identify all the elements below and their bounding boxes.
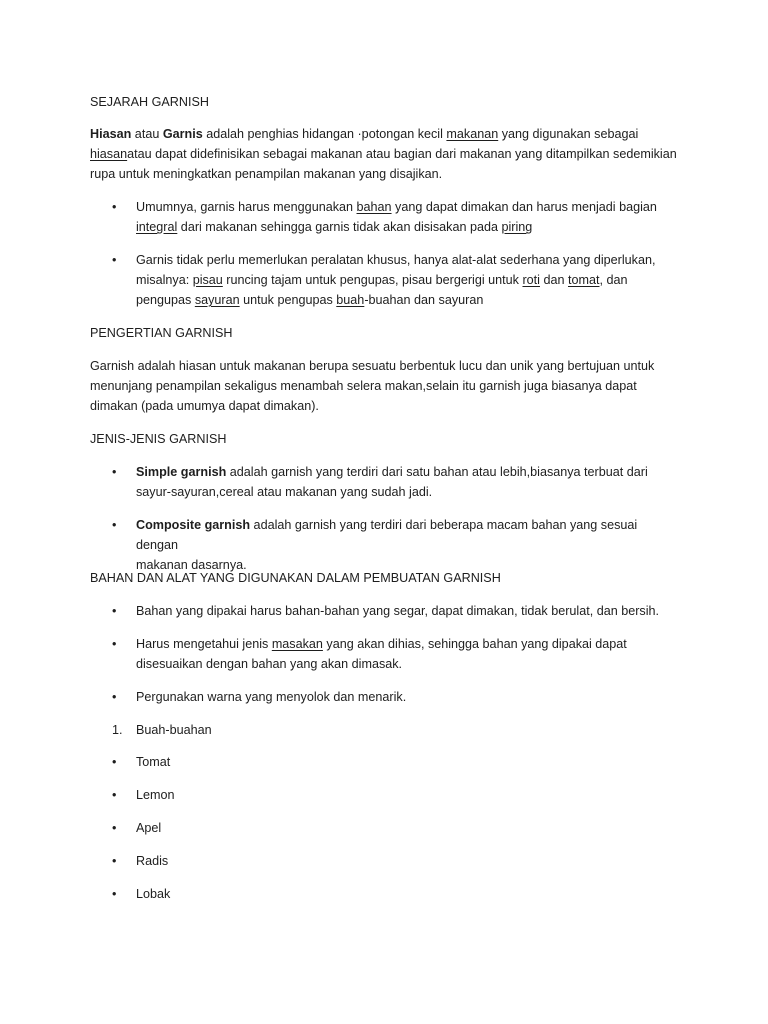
- list-item-bullet-umumnya: [112, 197, 682, 237]
- list-item-bullet-peralatan: [112, 250, 682, 310]
- bullet-marker: •: [112, 690, 117, 704]
- list-item-text: Umumnya, garnis harus menggunakan bahan yang dapat dimakan dan harus menjadi bagian integral dari makanan sehingga garnis tidak akan disisakan pada piring: [136, 200, 657, 234]
- list-item-text: Tomat: [136, 755, 171, 769]
- heading-bahan-dan-alat: BAHAN DAN ALAT YANG DIGUNAKAN DALAM PEMBUATAN GARNISH: [90, 571, 501, 585]
- heading-jenis-garnish: JENIS-JENIS GARNISH: [90, 432, 227, 446]
- list-item-text: Composite garnish adalah garnish yang terdiri dari beberapa macam bahan yang sesuai dengan makanan dasarnya.: [136, 518, 638, 572]
- link-buah[interactable]: buah: [336, 293, 365, 307]
- list-item-text: Lemon: [136, 788, 175, 802]
- list-item-text: Simple garnish adalah garnish yang terdiri dari satu bahan atau lebih,biasanya terbuat dari sayur-sayuran,cereal atau makanan yang sudah jadi.: [136, 465, 648, 499]
- list-item-text: Buah-buahan: [136, 723, 212, 737]
- link-integral[interactable]: integral: [136, 220, 178, 234]
- bullet-marker: •: [112, 200, 117, 214]
- list-item-simple-garnish: [112, 462, 682, 502]
- link-makanan[interactable]: makanan: [446, 127, 499, 141]
- term-simple-garnish: Simple garnish: [136, 465, 227, 479]
- list-item-text: Harus mengetahui jenis masakan yang akan dihias, sehingga bahan yang dipakai dapat disesuaikan dengan bahan yang akan dimasak.: [136, 637, 627, 671]
- paragraph-pengertian: Garnish adalah hiasan untuk makanan berupa sesuatu berbentuk lucu dan unik yang bertujuan untuk menunjang penampilan sekaligus menambah selera makan,selain itu garnish juga biasanya dapat dimakan (pada umumya dapat dimakan).: [90, 359, 655, 413]
- link-bahan[interactable]: bahan: [356, 200, 392, 214]
- list-item-fruit: [112, 818, 682, 838]
- heading-sejarah-garnish: SEJARAH GARNISH: [90, 95, 209, 109]
- numbered-item-buah-buahan: [112, 720, 682, 740]
- term-composite-garnish: Composite garnish: [136, 518, 251, 532]
- bullet-marker: •: [112, 518, 117, 532]
- list-item-fruit: [112, 752, 682, 772]
- list-item-text: Pergunakan warna yang menyolok dan menarik.: [136, 690, 407, 704]
- paragraph-sejarah-intro: Hiasan atau Garnis adalah penghias hidangan ·potongan kecil makanan yang digunakan sebagai hiasanatau dapat didefinisikan sebagai makanan atau bagian dari makanan yang ditampilkan sedemikian rupa untuk meningkatkan penampilan makanan yang disajikan.: [90, 127, 677, 181]
- list-item-text: Bahan yang dipakai harus bahan-bahan yang segar, dapat dimakan, tidak berulat, dan bersih.: [136, 604, 660, 618]
- bullet-marker: •: [112, 854, 117, 868]
- bullet-marker: •: [112, 887, 117, 901]
- list-item-text: Garnis tidak perlu memerlukan peralatan khusus, hanya alat-alat sederhana yang diperlukan, misalnya: pisau runcing tajam untuk pengupas, pisau bergerigi untuk roti dan tomat, dan pengupas sayuran untuk pengupas buah-buahan dan sayuran: [136, 253, 656, 307]
- link-sayuran[interactable]: sayuran: [194, 293, 240, 307]
- list-item-bahan-segar: [112, 601, 682, 621]
- bullet-marker: •: [112, 604, 117, 618]
- number-marker: 1.: [112, 723, 123, 737]
- list-item-jenis-masakan: [112, 634, 682, 674]
- link-roti[interactable]: roti: [522, 273, 540, 287]
- link-hiasan[interactable]: hiasan: [90, 147, 128, 161]
- bullet-marker: •: [112, 253, 117, 267]
- list-item-text: Lobak: [136, 887, 171, 901]
- bullet-marker: •: [112, 788, 117, 802]
- list-item-text: Apel: [136, 821, 162, 835]
- term-hiasan: Hiasan: [90, 127, 132, 141]
- term-garnis: Garnis: [162, 127, 203, 141]
- list-item-composite-garnish: [112, 515, 682, 575]
- list-item-text: Radis: [136, 854, 169, 868]
- link-tomat[interactable]: tomat: [567, 273, 600, 287]
- bullet-marker: •: [112, 637, 117, 651]
- bullet-marker: •: [112, 755, 117, 769]
- bullet-marker: •: [112, 465, 117, 479]
- list-item-warna: [112, 687, 682, 707]
- list-item-fruit: [112, 785, 682, 805]
- link-pisau[interactable]: pisau: [192, 273, 223, 287]
- bullet-marker: •: [112, 821, 117, 835]
- list-item-fruit: [112, 851, 682, 871]
- heading-pengertian-garnish: PENGERTIAN GARNISH: [90, 326, 233, 340]
- link-masakan[interactable]: masakan: [271, 637, 323, 651]
- link-piring[interactable]: piring: [501, 220, 533, 234]
- list-item-fruit: [112, 884, 682, 904]
